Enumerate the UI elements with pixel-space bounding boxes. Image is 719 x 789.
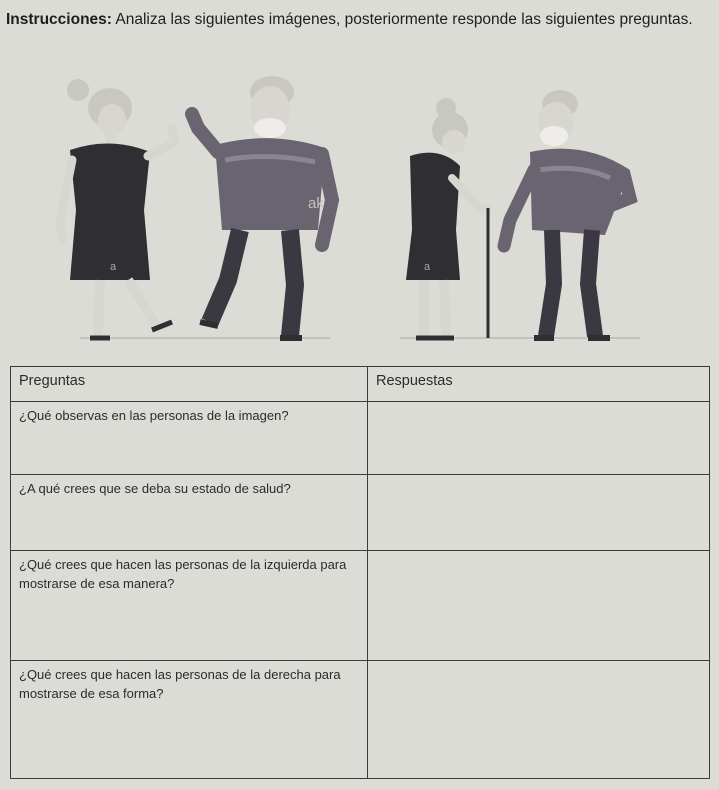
question-cell: ¿Qué observas en las personas de la imagen? xyxy=(11,401,368,475)
answer-cell[interactable] xyxy=(368,475,710,551)
elderly-people-illustration xyxy=(40,70,680,360)
answer-cell[interactable] xyxy=(368,661,710,779)
sweater-letters: ak xyxy=(308,195,324,212)
instructions-lead: Instrucciones: xyxy=(6,11,112,28)
question-cell: ¿A qué crees que se deba su estado de salud? xyxy=(11,475,368,551)
dress-letter-left: a xyxy=(110,261,117,273)
question-cell: ¿Qué crees que hacen las personas de la derecha para mostrarse de esa forma? xyxy=(11,661,368,779)
hunched-elderly-man-figure xyxy=(504,90,630,338)
header-answers: Respuestas xyxy=(368,367,710,402)
table-header-row xyxy=(11,367,710,402)
instructions-paragraph xyxy=(6,8,706,32)
table-row xyxy=(11,475,710,551)
answer-cell[interactable] xyxy=(368,550,710,660)
answer-cell[interactable] xyxy=(368,401,710,475)
table-row xyxy=(11,661,710,779)
dancing-man-figure xyxy=(192,76,332,338)
table-row xyxy=(11,550,710,660)
questions-answers-table xyxy=(10,366,710,779)
dress-letter-right: a xyxy=(424,261,431,273)
dancing-woman-figure xyxy=(60,79,175,338)
question-cell: ¿Qué crees que hacen las personas de la izquierda para mostrarse de esa manera? xyxy=(11,550,368,660)
elderly-woman-with-cane-figure xyxy=(406,98,488,338)
instructions-text: Analiza las siguientes imágenes, posteriormente responde las siguientes preguntas. xyxy=(115,11,693,28)
table-row xyxy=(11,401,710,475)
header-questions: Preguntas xyxy=(11,367,368,402)
